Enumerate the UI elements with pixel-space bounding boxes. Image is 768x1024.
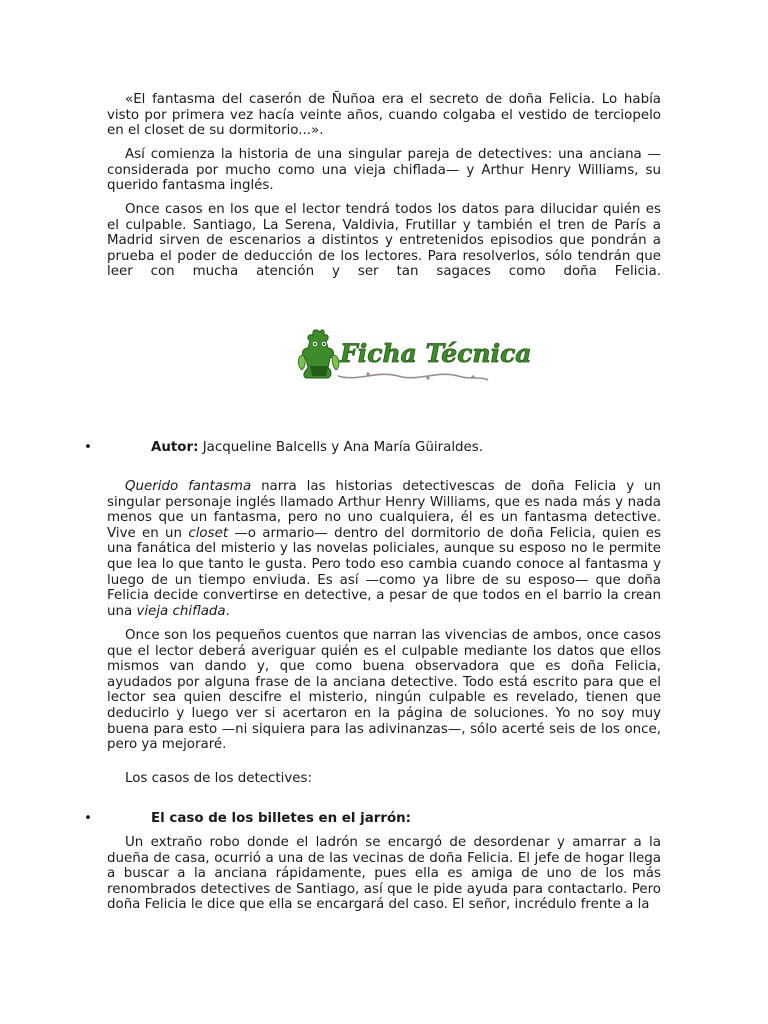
cases-heading: Los casos de los detectives: [125,771,312,786]
case-title: El caso de los billetes en el jarrón: [151,811,412,826]
author-value: Jacqueline Balcells y Ana María Güiraldes. [202,440,484,455]
intro-paragraph-2: Así comienza la historia de una singular pareja de detectives: una anciana —considerada por mucho como una vieja chiflada— y Arthur Henry Williams, su querido fantasma inglés. [107,147,661,194]
logo-lettering: Ficha Técnica [340,339,532,368]
review-paragraph-1: Querido fantasma narra las historias detectivescas de doña Felicia y un singular personaje inglés llamado Arthur Henry Williams, que es nada más y nada menos que un fantasma, pero no uno cualquiera, él es un fantasma detective. Vive en un closet —o armario— dentro del dormitorio de doña Felicia, quien es una fanática del misterio y las novelas policiales, aunque su esposo no le permite que lea lo que tanto le gusta. Pero todo eso cambia cuando conoce al fantasma y luego de un tiempo enviuda. Es así —como ya libre de su esposo— que doña Felicia decide convertirse en detective, a pesar de que todos en el barrio la crean una vieja chiflada. [107,479,662,619]
ficha-tecnica-logo [298,326,532,388]
author-label: Autor: [151,440,199,455]
intro-paragraph-3: Once casos en los que el lector tendrá todos los datos para dilucidar quién es el culpable. Santiago, La Serena, Valdivia, Frutillar y también el tren de París a Madrid sirven de escenarios a distintos y entretenidos episodios que pondrán a prueba el poder de deducción de los lectores. Para resolverlos, sólo tendrán que leer con mucha atención y ser tan sagaces como doña Felicia. [107,202,661,280]
bullet: • [84,811,92,826]
book-title: Querido fantasma [125,479,252,494]
vine-ornament [338,374,488,380]
dragon-icon [298,330,339,378]
case-1-paragraph: Un extraño robo donde el ladrón se encargó de desordenar y amarrar a la dueña de casa, ocurrió a una de las vecinas de doña Felicia. El jefe de hogar llega a buscar a la anciana rápidamente, pues ella es amiga de uno de los más renombrados detectives de Santiago, así que le pide ayuda para contactarlo. Pero doña Felicia le dice que ella se encargará del caso. El señor, incrédulo frente a la [107,835,661,913]
bullet: • [84,440,92,455]
intro-paragraph-1: «El fantasma del caserón de Ñuñoa era el secreto de doña Felicia. Lo había visto por primera vez hacía veinte años, cuando colgaba el vestido de terciopelo en el closet de su dormitorio...». [107,92,661,139]
review-paragraph-2: Once son los pequeños cuentos que narran las vivencias de ambos, once casos que el lector deberá averiguar quién es el culpable mediante los datos que ellos mismos van dando y, que como buena observadora que es doña Felicia, ayudados por alguna frase de la anciana detective. Todo está escrito para que el lector sea quien descifre el misterio, ningún culpable es revelado, tienen que deducirlo y luego ver si acertaron en la página de soluciones. Yo no soy muy buena para esto —ni siquiera para las adivinanzas—, sólo acerté seis de los once, pero ya mejoraré. [107,628,661,753]
